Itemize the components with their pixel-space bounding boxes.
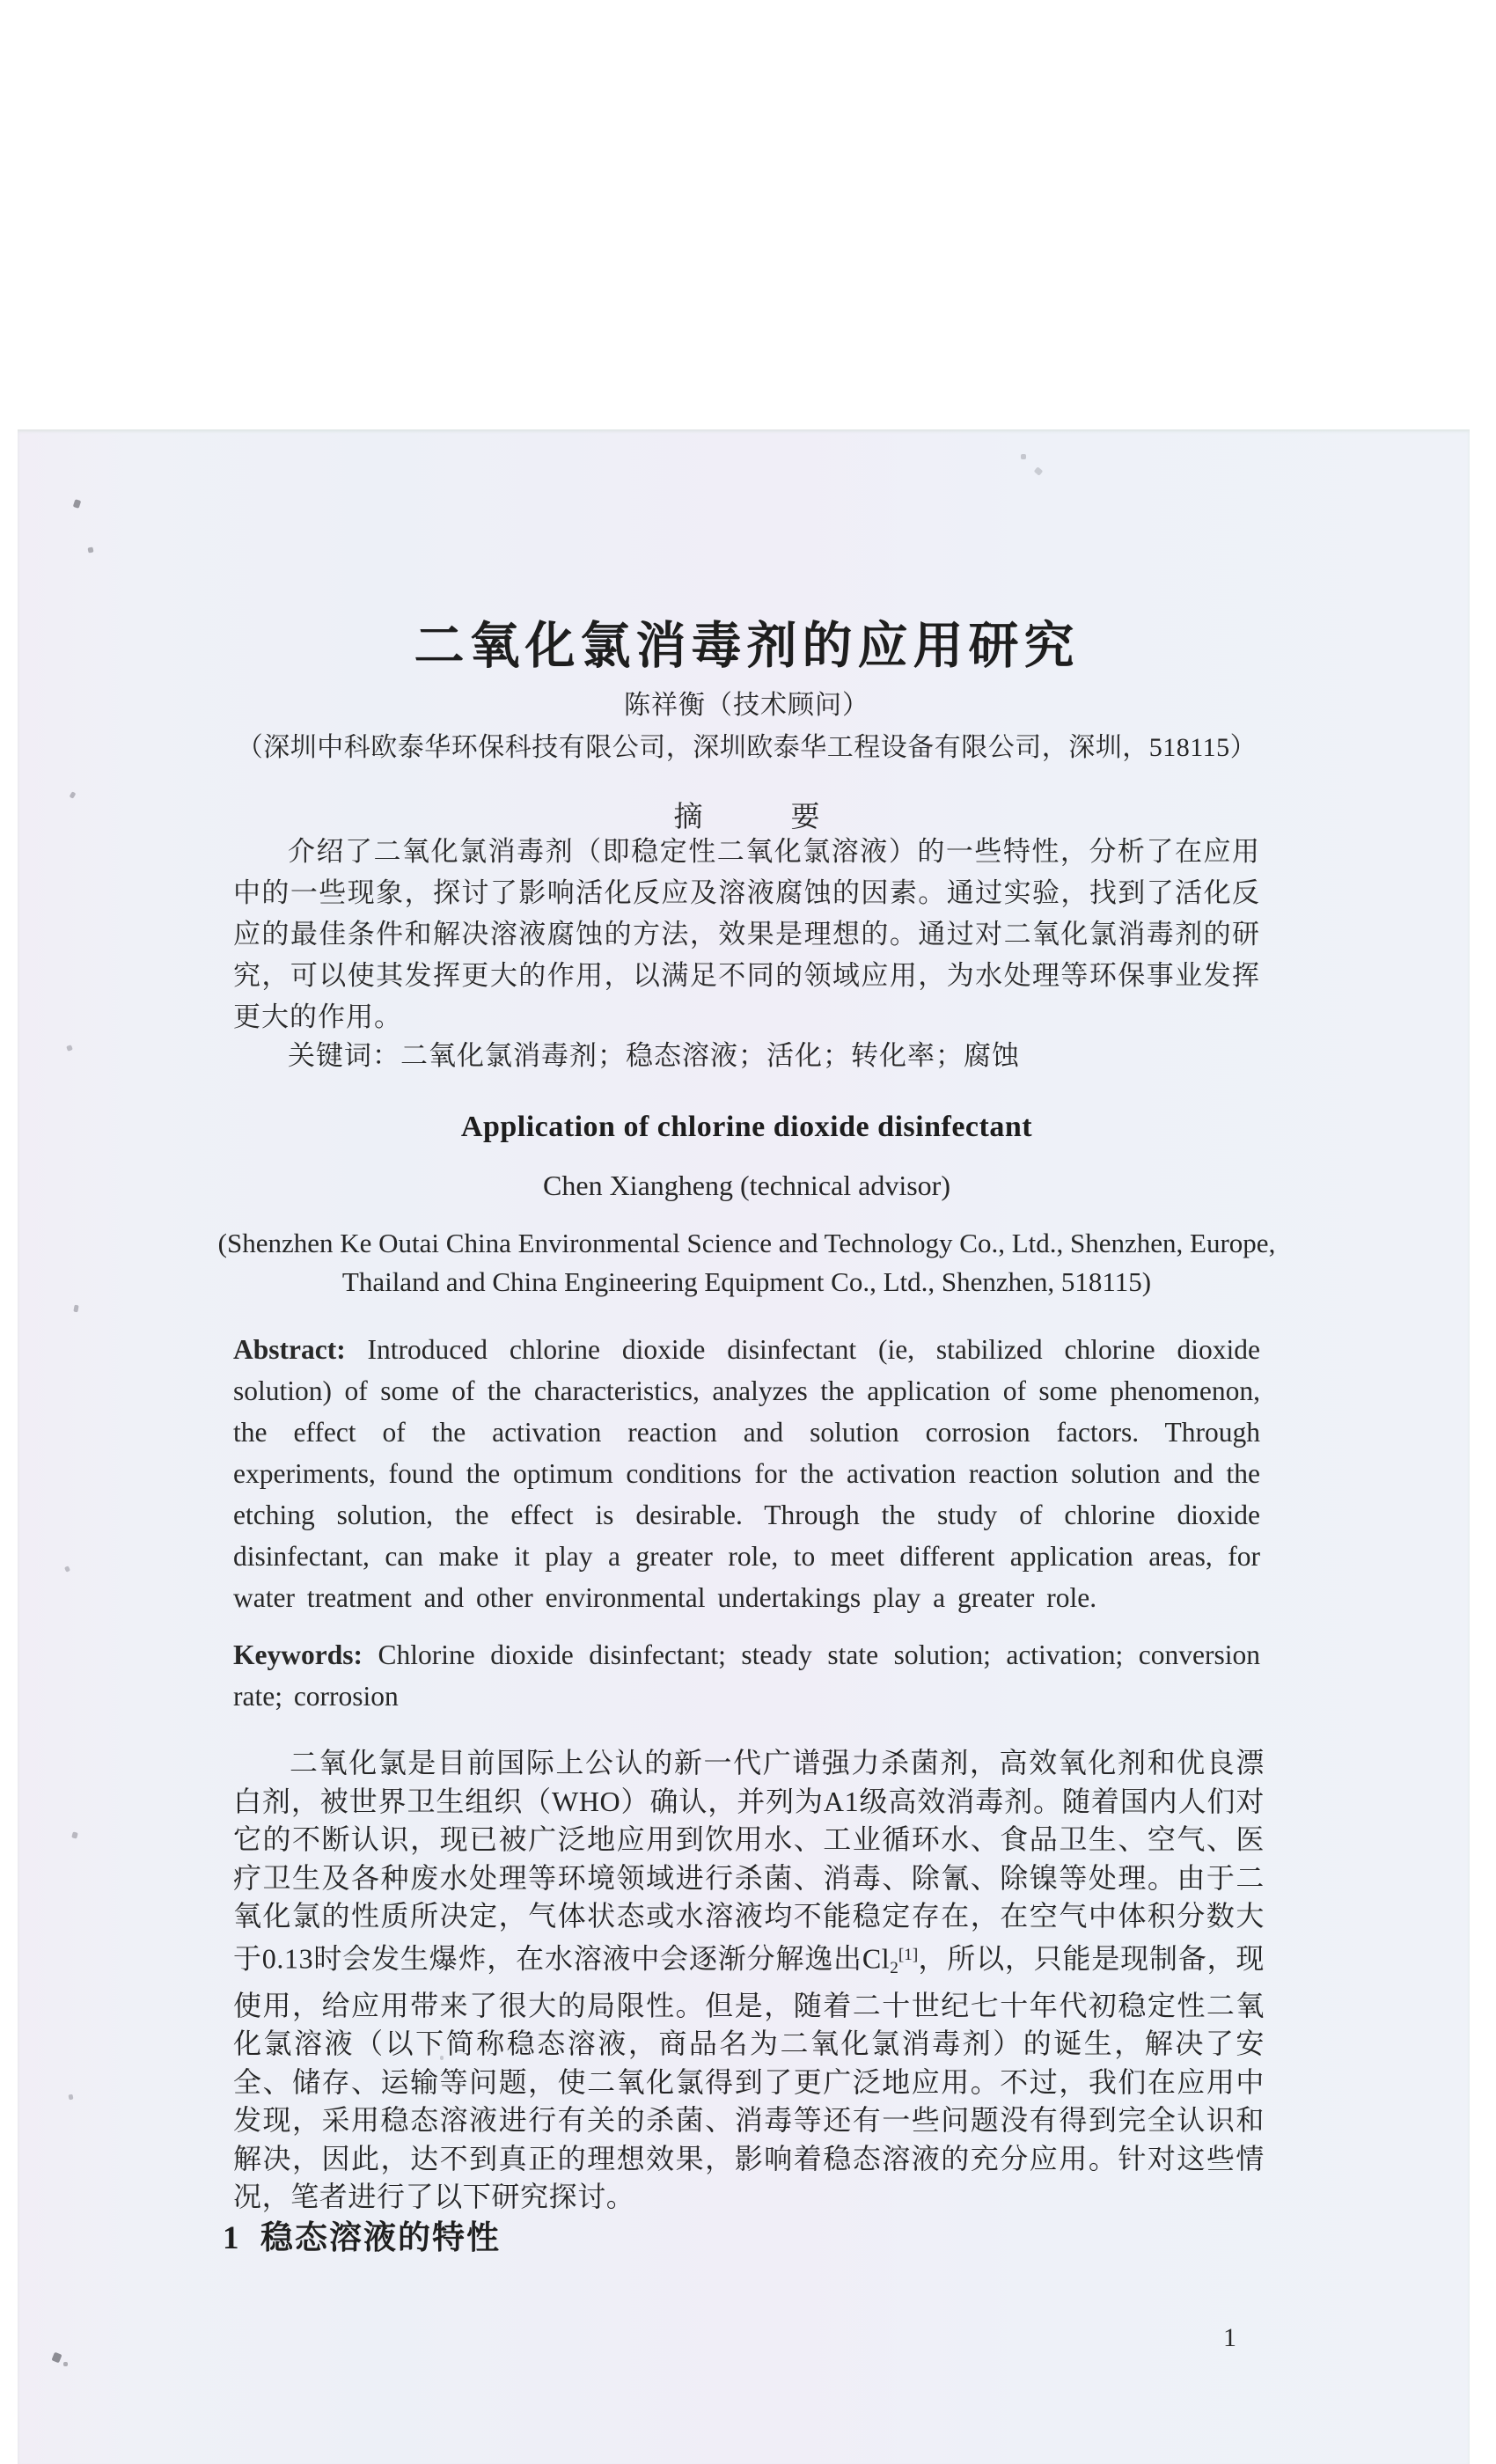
paper-title-english: Application of chlorine dioxide disinfectant <box>460 1111 1033 1143</box>
abstract-text-english: Introduced chlorine dioxide disinfectant (ie, stabilized chlorine dioxide solution) of some of the characteristics, analyzes the application of some phenomenon, the effect of the activation reaction and solution corrosion factors. Through experiments, found the optimum conditions for the activation reaction solution and the etching solution, the effect is desirable. Through the study of chlorine dioxide disinfectant, can make it play a greater role, to meet different application areas, for water treatment and other environmental undertakings play a greater role. <box>233 1334 1260 1613</box>
scan-speck <box>87 546 93 553</box>
keywords-text-english: Chlorine dioxide disinfectant; steady state solution; activation; conversion rate; corrosion <box>233 1639 1260 1712</box>
scanned-paper-page <box>18 429 1470 2464</box>
abstract-label-english: Abstract: <box>233 1334 346 1365</box>
scan-speck <box>1021 454 1026 459</box>
intro-text-part2: ，所以，只能是现制备，现使用，给应用带来了很大的局限性。但是，随着二十世纪七十年代初稳定性二氧化氯溶液（以下简称稳态溶液，商品名为二氧化氯消毒剂）的诞生，解决了安全、储存、运输等问题，使二氧化氯得到了更广泛地应用。不过，我们在应用中发现，采用稳态溶液进行有关的杀菌、消毒等还有一些问题没有得到完全认识和解决，因此，达不到真正的理想效果，影响着稳态溶液的充分应用。针对这些情况，笔者进行了以下研究探讨。 <box>233 1942 1265 2213</box>
abstract-paragraph-english <box>233 1329 1260 1618</box>
affiliation-line-english: (Shenzhen Ke Outai China Environmental Science and Technology Co., Ltd., Shenzhen, Europe, Thailand and China Engineering Equipment Co., Ltd., Shenzhen, 518115) <box>217 1228 1276 1297</box>
page-number: 1 <box>1223 2323 1236 2352</box>
paper-title-chinese: 二氧化氯消毒剂的应用研究 <box>414 619 1080 674</box>
author-line-english: Chen Xiangheng (technical advisor) <box>543 1170 950 1201</box>
scan-speck <box>64 1566 70 1573</box>
scan-speck <box>1034 466 1044 476</box>
keywords-paragraph-english <box>233 1634 1260 1717</box>
abstract-paragraph-chinese: 介绍了二氧化氯消毒剂（即稳定性二氧化氯溶液）的一些特性，分析了在应用中的一些现象，探讨了影响活化反应及溶液腐蚀的因素。通过实验，找到了活化反应的最佳条件和解决溶液腐蚀的方法，效果是理想的。通过对二氧化氯消毒剂的研究，可以使其发挥更大的作用，以满足不同的领域应用，为水处理等环保事业发挥更大的作用。 <box>233 836 1260 1032</box>
abstract-heading-char-left: 摘 <box>673 802 703 833</box>
section-1-heading: 1 稳态溶液的特性 <box>223 2220 501 2256</box>
author-line-chinese: 陈祥衡（技术顾问） <box>624 691 869 720</box>
scan-speck <box>73 1305 78 1313</box>
intro-text-part1: 二氧化氯是目前国际上公认的新一代广谱强力杀菌剂，高效氧化剂和优良漂白剂，被世界卫生组织（WHO）确认，并列为A1级高效消毒剂。随着国内人们对它的不断认识，现已被广泛地应用到饮用水、工业循环水、食品卫生、空气、医疗卫生及各种废水处理等环境领域进行杀菌、消毒、除氰、除镍等处理。由于二氧化氯的性质所决定，气体状态或水溶液均不能稳定存在，在空气中体积分数大于0.13时会发生爆炸，在水溶液中会逐渐分解逸出Cl <box>233 1747 1265 1975</box>
abstract-heading-char-right: 要 <box>790 802 820 833</box>
scan-speck <box>73 499 81 509</box>
scan-speck <box>440 2056 444 2060</box>
scan-speck <box>69 2094 74 2101</box>
keywords-label-english: Keywords: <box>233 1639 363 1670</box>
scan-speck <box>63 2362 68 2366</box>
keywords-line-chinese: 关键词：二氧化氯消毒剂；稳态溶液；活化；转化率；腐蚀 <box>288 1040 1020 1071</box>
scan-speck <box>66 1045 73 1052</box>
scan-speck <box>71 1831 78 1838</box>
scan-speck <box>70 791 77 799</box>
introduction-paragraph-chinese <box>233 1744 1265 2217</box>
affiliation-line-chinese: （深圳中科欧泰华环保科技有限公司，深圳欧泰华工程设备有限公司，深圳，518115） <box>236 733 1258 762</box>
abstract-heading-chinese <box>233 794 1260 835</box>
scan-speck <box>51 2352 62 2364</box>
cl2-subscript: 2 <box>890 1958 898 1977</box>
citation-1-superscript: [1] <box>898 1945 919 1964</box>
